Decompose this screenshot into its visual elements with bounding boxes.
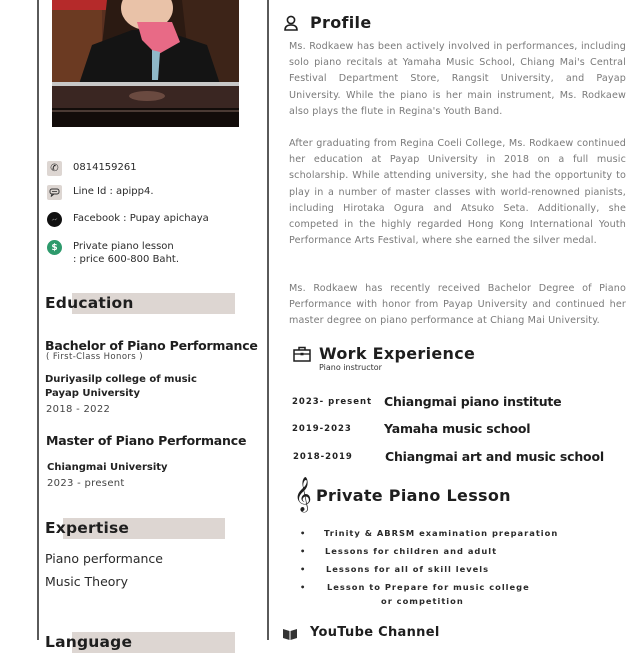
messenger-icon <box>47 212 62 227</box>
contact-phone <box>47 161 262 176</box>
degree-school: Chiangmai University <box>47 462 168 473</box>
lesson-text: Lesson to Prepare for music college <box>327 582 530 592</box>
degree-title: Bachelor of Piano Performance <box>45 338 258 353</box>
expertise-item: Music Theory <box>45 574 128 589</box>
left-column <box>37 0 269 651</box>
degree-honors: ( First-Class Honors ) <box>46 352 143 362</box>
job-years: 2023- present <box>292 397 373 407</box>
chat-icon <box>47 185 62 200</box>
contact-lesson-price <box>47 240 262 266</box>
expertise-heading-text: Expertise <box>45 519 130 537</box>
youtube-heading-text[interactable]: YouTube Channel <box>310 625 440 640</box>
job-years: 2019-2023 <box>292 424 352 434</box>
school-name: Duriyasilp college of music <box>45 374 197 385</box>
work-subtitle: Piano instructor <box>319 363 382 372</box>
job-place: Chiangmai art and music school <box>385 449 604 464</box>
degree-title: Master of Piano Performance <box>46 433 247 448</box>
lesson-text: Trinity & ABRSM examination preparation <box>324 528 559 538</box>
language-heading-text: Language <box>45 633 133 651</box>
phone-number[interactable]: 0814159261 <box>73 162 137 173</box>
phone-icon: ✆ <box>47 161 62 176</box>
work-heading-text: Work Experience <box>319 344 476 363</box>
lesson-text: Lessons for children and adult <box>325 546 498 556</box>
lesson-heading-text: Private Piano Lesson <box>316 485 511 505</box>
work-heading <box>293 344 475 363</box>
job-place: Yamaha music school <box>384 421 531 436</box>
job-row <box>292 394 632 410</box>
job-row <box>292 449 632 465</box>
expertise-heading <box>45 518 225 539</box>
right-column <box>270 0 640 640</box>
user-icon <box>283 14 299 32</box>
lesson-price-line2: : price 600-800 Baht. <box>73 254 180 265</box>
university-name: Payap University <box>45 388 140 399</box>
bullet: • <box>300 564 307 574</box>
dollar-icon: $ <box>47 240 62 255</box>
language-heading <box>45 632 235 653</box>
job-row <box>292 421 632 437</box>
degree-years: 2018 - 2022 <box>46 404 111 415</box>
treble-clef-icon: 𝄞 <box>294 477 312 512</box>
lesson-text-continuation: or competition <box>381 596 464 606</box>
bullet: • <box>300 546 307 556</box>
degree-years: 2023 - present <box>47 478 125 489</box>
profile-heading <box>283 13 372 32</box>
profile-photo <box>52 0 239 127</box>
youtube-heading <box>282 625 440 640</box>
lesson-price-line1: Private piano lesson <box>73 241 174 252</box>
bullet: • <box>300 582 307 592</box>
facebook-name[interactable]: Facebook : Pupay apichaya <box>73 213 209 224</box>
job-place: Chiangmai piano institute <box>384 394 562 409</box>
profile-paragraph: After graduating from Regina Coeli College, Ms. Rodkaew continued her education at Payap University in 2018 on a full music scholarship. While attending university, she had the opportunity to play in a number of master classes with world-renowned pianists, including Hirotaka Ogura and Atsuko Seta. Additionally, she competed in the highly regarded Hong Kong International Youth Performance Arts Festival, where she earned the silver medal. <box>289 138 626 247</box>
lesson-text: Lessons for all of skill levels <box>326 564 490 574</box>
lesson-heading <box>294 476 511 514</box>
degree-school <box>45 373 197 401</box>
education-heading <box>45 293 235 314</box>
briefcase-icon <box>293 346 311 362</box>
bullet: • <box>300 528 307 538</box>
contact-line <box>47 185 262 200</box>
education-heading-text: Education <box>45 294 134 312</box>
book-icon <box>282 626 298 639</box>
profile-paragraph: Ms. Rodkaew has recently received Bachelor Degree of Piano Performance with honor from Payap University and continued her master degree on piano performance at Chiang Mai University. <box>289 283 626 327</box>
line-id[interactable]: Line Id : apipp4. <box>73 186 154 197</box>
profile-paragraph: Ms. Rodkaew has been actively involved in performances, including solo piano recitals at Yamaha Music School, Chiang Mai's Central Festival Department Store, Rangsit University, and Payap University. While the piano is her main instrument, Ms. Rodkaew also plays the flute in Regina's Youth Band. <box>289 41 626 117</box>
job-years: 2018-2019 <box>293 452 353 462</box>
contact-facebook <box>47 212 262 227</box>
expertise-item: Piano performance <box>45 551 163 566</box>
profile-heading-text: Profile <box>310 13 372 32</box>
